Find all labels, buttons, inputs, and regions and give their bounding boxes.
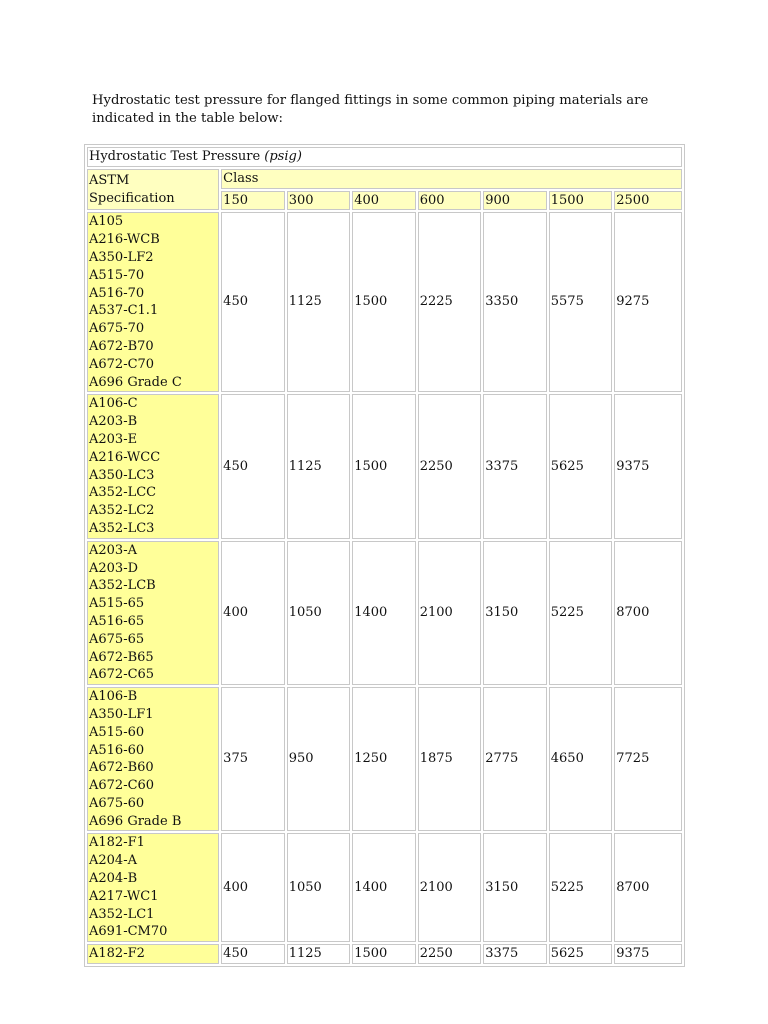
spec-item: A106-B <box>89 689 138 705</box>
spec-item: A105 <box>89 214 124 230</box>
spec-item: A203-B <box>89 414 138 430</box>
pressure-value-cell: 2100 <box>418 833 482 942</box>
class-300-header: 300 <box>287 191 351 211</box>
spec-list-cell <box>87 687 219 831</box>
pressure-value-cell: 1500 <box>352 944 416 964</box>
spec-item: A515-60 <box>89 724 145 740</box>
spec-item: A350-LF1 <box>89 706 154 722</box>
spec-item: A672-C65 <box>89 667 155 683</box>
class-2500-header: 2500 <box>614 191 682 211</box>
table-row <box>87 833 682 942</box>
spec-header-line-2: Specification <box>89 190 175 206</box>
pressure-value-cell: 2775 <box>483 687 547 831</box>
spec-list-cell <box>87 212 219 392</box>
pressure-value-cell: 1125 <box>287 394 351 538</box>
spec-item: A672-C60 <box>89 778 155 794</box>
spec-list-cell <box>87 944 219 964</box>
spec-item: A203-A <box>89 542 137 558</box>
spec-item: A352-LC1 <box>89 906 155 922</box>
spec-item: A696 Grade C <box>89 374 182 390</box>
spec-item: A515-65 <box>89 596 145 612</box>
pressure-value-cell: 5625 <box>549 394 613 538</box>
spec-item: A350-LF2 <box>89 249 154 265</box>
spec-item: A672-B70 <box>89 338 154 354</box>
spec-item: A204-A <box>89 853 137 869</box>
spec-list-cell <box>87 833 219 942</box>
table-title <box>87 147 682 167</box>
pressure-value-cell: 2250 <box>418 944 482 964</box>
class-900-header: 900 <box>483 191 547 211</box>
spec-item: A672-B65 <box>89 649 154 665</box>
pressure-value-cell: 450 <box>221 394 285 538</box>
table-row <box>87 541 682 685</box>
pressure-value-cell: 5625 <box>549 944 613 964</box>
spec-item: A352-LC2 <box>89 503 155 519</box>
pressure-value-cell: 3150 <box>483 541 547 685</box>
pressure-value-cell: 1125 <box>287 944 351 964</box>
pressure-value-cell: 375 <box>221 687 285 831</box>
pressure-value-cell: 1500 <box>352 212 416 392</box>
spec-item: A516-60 <box>89 742 145 758</box>
spec-item: A516-70 <box>89 285 145 301</box>
pressure-value-cell: 9375 <box>614 394 682 538</box>
spec-item: A352-LC3 <box>89 520 155 536</box>
spec-item: A672-C70 <box>89 356 155 372</box>
pressure-value-cell: 5575 <box>549 212 613 392</box>
spec-item: A352-LCB <box>89 578 156 594</box>
spec-item: A696 Grade B <box>89 813 182 829</box>
spec-item: A216-WCC <box>89 449 161 465</box>
pressure-value-cell: 1400 <box>352 833 416 942</box>
spec-item: A350-LC3 <box>89 467 155 483</box>
spec-item: A203-D <box>89 560 139 576</box>
spec-item: A515-70 <box>89 267 145 283</box>
spec-item: A182-F1 <box>89 835 145 851</box>
pressure-value-cell: 8700 <box>614 833 682 942</box>
intro-paragraph: Hydrostatic test pressure for flanged fittings in some common piping materials are indicated in the table below: <box>92 93 649 126</box>
pressure-value-cell: 8700 <box>614 541 682 685</box>
spec-item: A675-70 <box>89 321 145 337</box>
pressure-value-cell: 7725 <box>614 687 682 831</box>
pressure-value-cell: 1400 <box>352 541 416 685</box>
pressure-value-cell: 3150 <box>483 833 547 942</box>
spec-item: A216-WCB <box>89 232 160 248</box>
pressure-value-cell: 4650 <box>549 687 613 831</box>
class-400-header: 400 <box>352 191 416 211</box>
class-150-header: 150 <box>221 191 285 211</box>
spec-item: A182-F2 <box>89 946 145 962</box>
table-title-unit: (psig) <box>264 149 302 164</box>
pressure-value-cell: 5225 <box>549 833 613 942</box>
pressure-value-cell: 2100 <box>418 541 482 685</box>
spec-column-header <box>87 169 219 211</box>
spec-header-line-1: ASTM <box>89 172 130 188</box>
table-title-text: Hydrostatic Test Pressure <box>89 149 265 164</box>
spec-item: A352-LCC <box>89 485 157 501</box>
class-header-row <box>87 169 682 189</box>
pressure-value-cell: 3375 <box>483 944 547 964</box>
table-row <box>87 687 682 831</box>
class-600-header: 600 <box>418 191 482 211</box>
spec-item: A204-B <box>89 871 138 887</box>
pressure-value-cell: 1875 <box>418 687 482 831</box>
table-row <box>87 212 682 392</box>
pressure-value-cell: 1125 <box>287 212 351 392</box>
pressure-value-cell: 1050 <box>287 833 351 942</box>
table-row <box>87 394 682 538</box>
spec-item: A672-B60 <box>89 760 154 776</box>
pressure-value-cell: 5225 <box>549 541 613 685</box>
pressure-value-cell: 450 <box>221 212 285 392</box>
class-header: Class <box>221 169 682 189</box>
spec-list-cell <box>87 394 219 538</box>
spec-list-cell <box>87 541 219 685</box>
spec-item: A537-C1.1 <box>89 303 159 319</box>
pressure-value-cell: 1250 <box>352 687 416 831</box>
pressure-value-cell: 1500 <box>352 394 416 538</box>
spec-item: A675-60 <box>89 795 145 811</box>
pressure-value-cell: 2225 <box>418 212 482 392</box>
spec-item: A203-E <box>89 431 138 447</box>
pressure-value-cell: 2250 <box>418 394 482 538</box>
class-1500-header: 1500 <box>549 191 613 211</box>
pressure-value-cell: 400 <box>221 541 285 685</box>
table-row <box>87 944 682 964</box>
spec-item: A106-C <box>89 396 138 412</box>
pressure-value-cell: 400 <box>221 833 285 942</box>
pressure-value-cell: 1050 <box>287 541 351 685</box>
spec-item: A516-65 <box>89 613 145 629</box>
spec-item: A691-CM70 <box>89 924 168 940</box>
spec-item: A217-WC1 <box>89 888 159 904</box>
pressure-value-cell: 3375 <box>483 394 547 538</box>
table-title-row <box>87 147 682 167</box>
hydrostatic-pressure-table <box>84 144 685 967</box>
pressure-value-cell: 450 <box>221 944 285 964</box>
spec-item: A675-65 <box>89 631 145 647</box>
pressure-value-cell: 3350 <box>483 212 547 392</box>
pressure-value-cell: 950 <box>287 687 351 831</box>
pressure-value-cell: 9375 <box>614 944 682 964</box>
pressure-value-cell: 9275 <box>614 212 682 392</box>
